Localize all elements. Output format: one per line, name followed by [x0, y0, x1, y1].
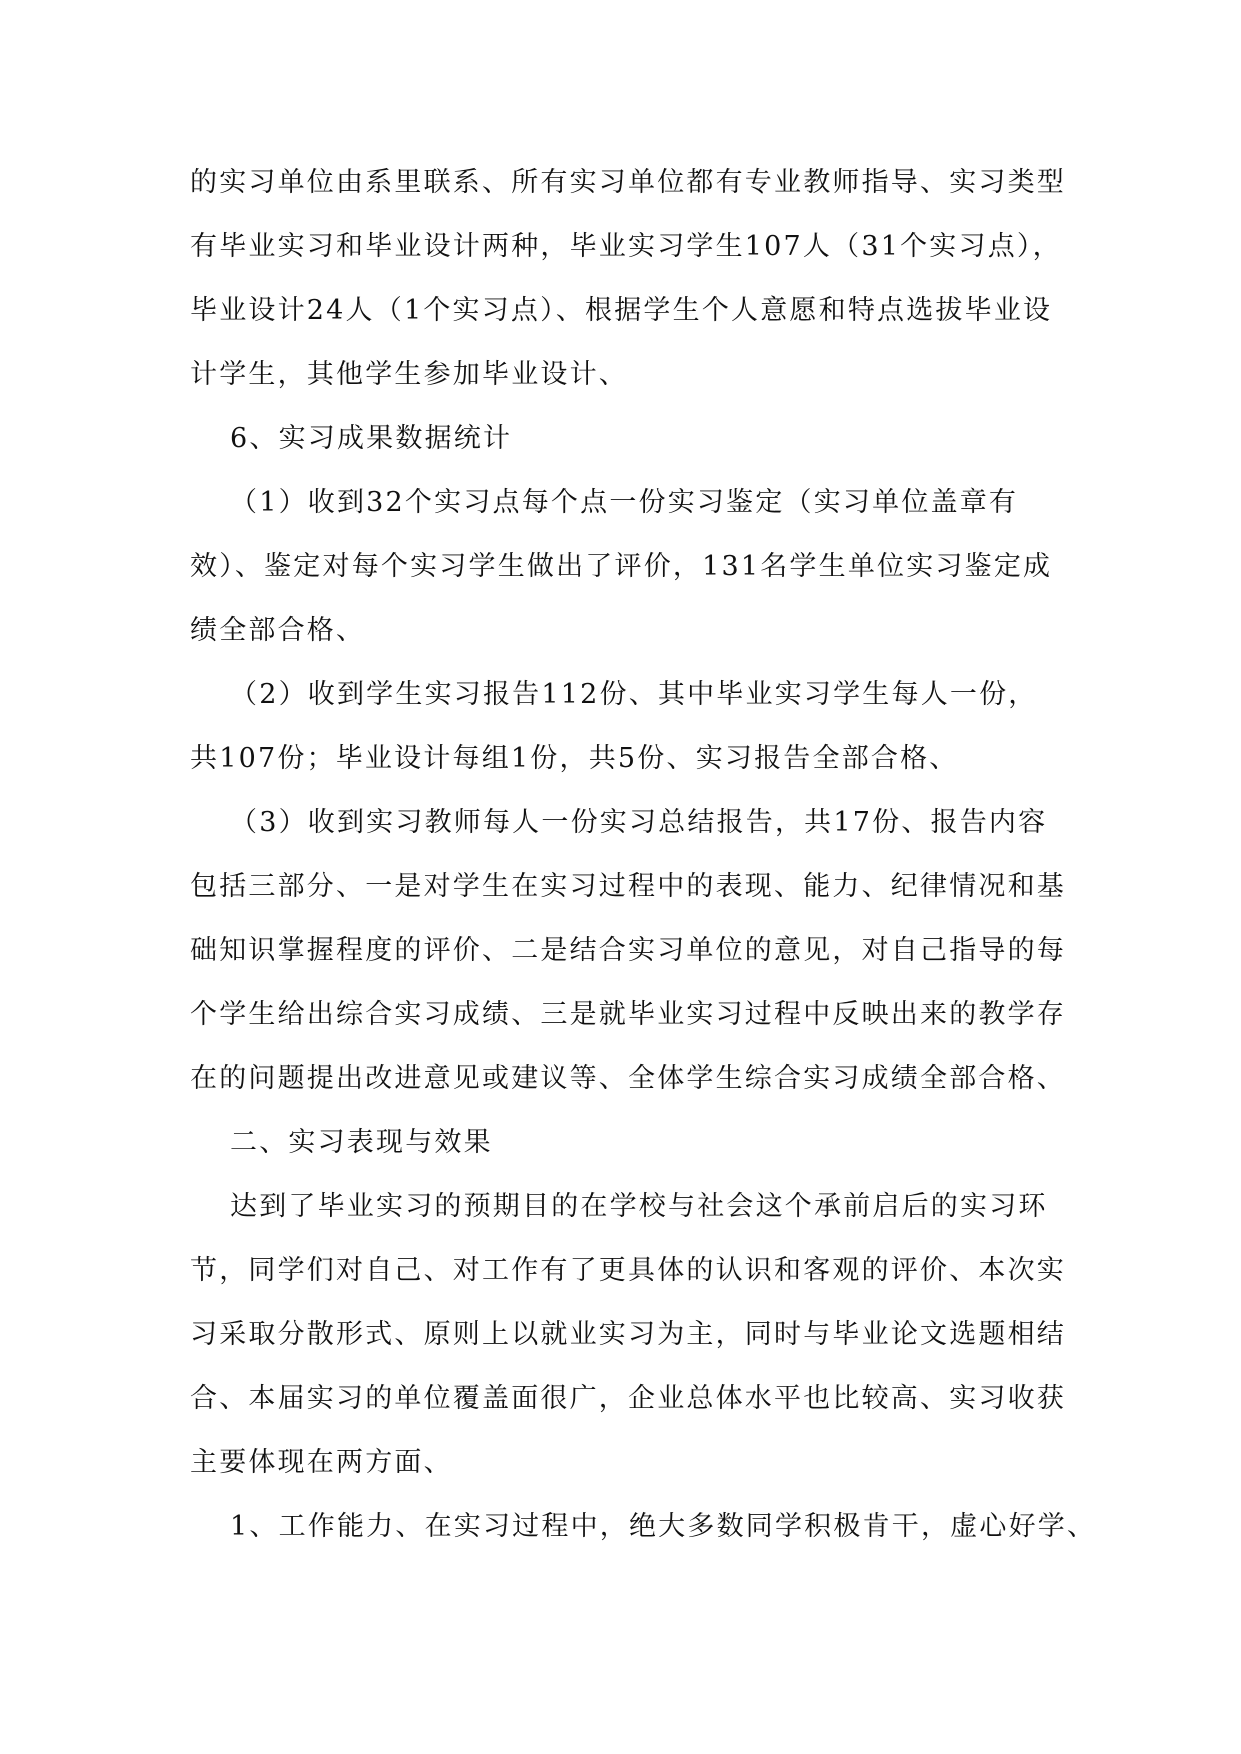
text-line: 共107份；毕业设计每组1份，共5份、实习报告全部合格、	[190, 743, 959, 774]
text-line: 绩全部合格、	[190, 615, 366, 646]
text-line: 础知识掌握程度的评价、二是结合实习单位的意见，对自己指导的每	[190, 935, 1066, 966]
text-line: 毕业设计24人（1个实习点）、根据学生个人意愿和特点选拔毕业设	[190, 295, 1053, 326]
text-line: 节，同学们对自己、对工作有了更具体的认识和客观的评价、本次实	[190, 1255, 1066, 1286]
text-line: 合、本届实习的单位覆盖面很广，企业总体水平也比较高、实习收获	[190, 1383, 1066, 1414]
section-heading: 二、实习表现与效果	[230, 1127, 493, 1158]
text-line: 的实习单位由系里联系、所有实习单位都有专业教师指导、实习类型	[190, 167, 1066, 198]
text-line: 习采取分散形式、原则上以就业实习为主，同时与毕业论文选题相结	[190, 1319, 1066, 1350]
text-line: 有毕业实习和毕业设计两种，毕业实习学生107人（31个实习点），	[190, 231, 1062, 262]
text-line: 在的问题提出改进意见或建议等、全体学生综合实习成绩全部合格、	[190, 1063, 1066, 1094]
text-line: 个学生给出综合实习成绩、三是就毕业实习过程中反映出来的教学存	[190, 999, 1066, 1030]
section-heading: 6、实习成果数据统计	[230, 423, 513, 454]
text-line: （3）收到实习教师每人一份实习总结报告，共17份、报告内容	[230, 807, 1048, 838]
text-line: （2）收到学生实习报告112份、其中毕业实习学生每人一份，	[230, 679, 1038, 710]
text-line: 包括三部分、一是对学生在实习过程中的表现、能力、纪律情况和基	[190, 871, 1066, 902]
text-line: 主要体现在两方面、	[190, 1447, 453, 1478]
text-line: （1）收到32个实习点每个点一份实习鉴定（实习单位盖章有	[230, 487, 1019, 518]
text-line: 效）、鉴定对每个实习学生做出了评价，131名学生单位实习鉴定成	[190, 551, 1053, 582]
text-line: 达到了毕业实习的预期目的在学校与社会这个承前启后的实习环	[230, 1191, 1048, 1222]
text-line: 计学生，其他学生参加毕业设计、	[190, 359, 628, 390]
text-line: 1、工作能力、在实习过程中，绝大多数同学积极肯干，虚心好学、	[230, 1511, 1097, 1542]
